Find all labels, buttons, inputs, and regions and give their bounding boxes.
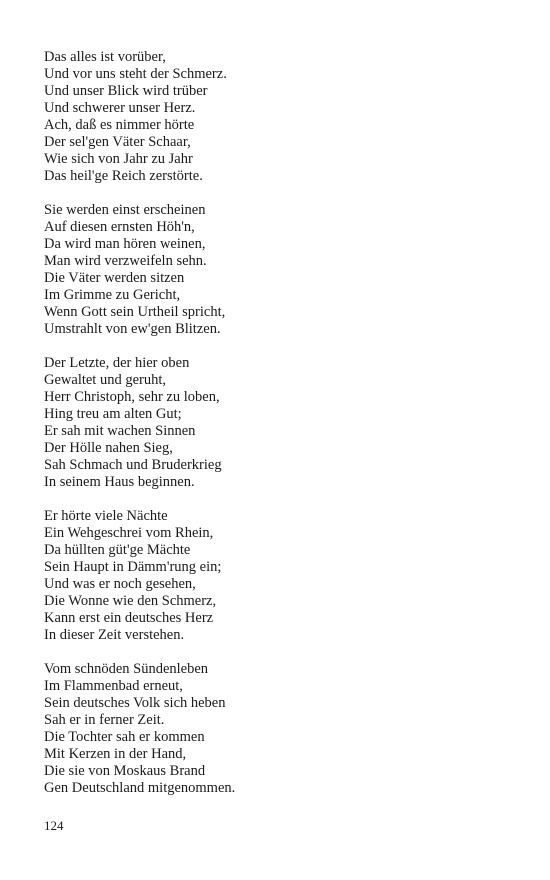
verse-line: Die Väter werden sitzen [44, 270, 185, 286]
verse-line: In seinem Haus beginnen. [44, 474, 195, 490]
verse-line: Man wird verzweifeln sehn. [44, 253, 207, 269]
stanza [44, 661, 514, 797]
verse-line: Und was er noch gesehen, [44, 576, 196, 592]
verse-line: Die Tochter sah er kommen [44, 729, 205, 745]
verse-line: Der Letzte, der hier oben [44, 355, 190, 371]
verse-line: Herr Christoph, sehr zu loben, [44, 389, 220, 405]
verse-line: Mit Kerzen in der Hand, [44, 746, 187, 762]
verse-line: Gen Deutschland mitgenommen. [44, 780, 236, 796]
verse-line: Wie sich von Jahr zu Jahr [44, 151, 193, 167]
verse-line: Sie werden einst erscheinen [44, 202, 206, 218]
verse-line: Sein deutsches Volk sich heben [44, 695, 226, 711]
verse-line: Und vor uns steht der Schmerz. [44, 66, 227, 82]
verse-line: Die Wonne wie den Schmerz, [44, 593, 217, 609]
stanza [44, 508, 514, 644]
verse-line: Das alles ist vorüber, [44, 49, 166, 65]
verse-line: Das heil'ge Reich zerstörte. [44, 168, 203, 184]
page-number: 124 [44, 818, 64, 833]
verse-line: Und schwerer unser Herz. [44, 100, 196, 116]
verse-line: Der Hölle nahen Sieg, [44, 440, 173, 456]
verse-line: Da hüllten güt'ge Mächte [44, 542, 191, 558]
verse-line: Auf diesen ernsten Höh'n, [44, 219, 195, 235]
verse-line: Sah er in ferner Zeit. [44, 712, 165, 728]
verse-line: Ein Wehgeschrei vom Rhein, [44, 525, 214, 541]
verse-line: Vom schnöden Sündenleben [44, 661, 209, 677]
verse-line: Sein Haupt in Dämm'rung ein; [44, 559, 222, 575]
verse-line: Im Grimme zu Gericht, [44, 287, 181, 303]
verse-line: Kann erst ein deutsches Herz [44, 610, 214, 626]
verse-line: Sah Schmach und Bruderkrieg [44, 457, 222, 473]
stanza [44, 49, 514, 185]
stanza [44, 202, 514, 338]
stanza [44, 355, 514, 491]
verse-line: Umstrahlt von ew'gen Blitzen. [44, 321, 221, 337]
verse-line: Die sie von Moskaus Brand [44, 763, 206, 779]
verse-line: Und unser Blick wird trüber [44, 83, 208, 99]
verse-line: Gewaltet und geruht, [44, 372, 167, 388]
poem-text [44, 49, 514, 814]
verse-line: In dieser Zeit verstehen. [44, 627, 185, 643]
verse-line: Im Flammenbad erneut, [44, 678, 183, 694]
verse-line: Hing treu am alten Gut; [44, 406, 182, 422]
verse-line: Ach, daß es nimmer hörte [44, 117, 195, 133]
verse-line: Er sah mit wachen Sinnen [44, 423, 196, 439]
verse-line: Er hörte viele Nächte [44, 508, 168, 524]
verse-line: Wenn Gott sein Urtheil spricht, [44, 304, 226, 320]
verse-line: Der sel'gen Väter Schaar, [44, 134, 191, 150]
verse-line: Da wird man hören weinen, [44, 236, 206, 252]
